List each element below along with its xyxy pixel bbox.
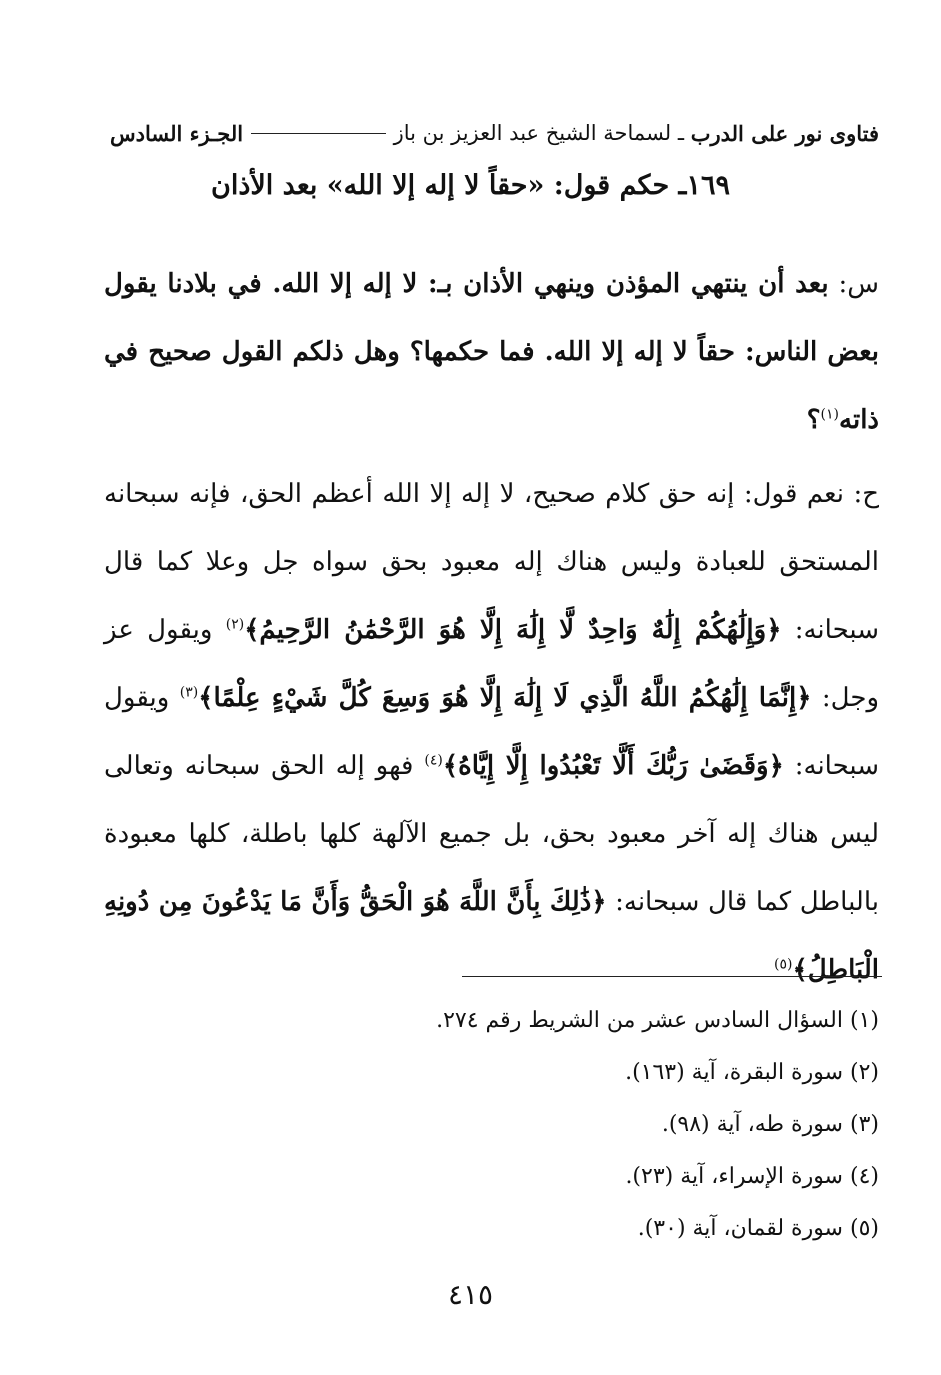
footnote-separator xyxy=(462,976,882,977)
book-title: فتاوى نور على الدرب xyxy=(690,120,879,146)
quran-verse-4: ﴿ذَٰلِكَ بِأَنَّ اللَّهَ هُوَ الْحَقُّ وَأَنَّ مَا يَدْعُونَ مِن دُونِهِ الْبَاطِلُ﴾ xyxy=(104,887,879,985)
page-number: ٤١٥ xyxy=(447,1278,494,1311)
author-name: ـ لسماحة الشيخ عبد العزيز بن باز xyxy=(393,121,685,145)
answer-text-4: فهو إله الحق سبحانه وتعالى ليس هناك إله آخر معبود بحق، بل جميع الآلهة كلها باطلة، كلها معبودة بالباطل كما قال سبحانه: xyxy=(104,751,880,917)
quran-verse-2: ﴿إِنَّمَا إِلَٰهُكُمُ اللَّهُ الَّذِي لَا إِلَٰهَ إِلَّا هُوَ وَسِعَ كُلَّ شَيْءٍ عِلْمًا﴾ xyxy=(198,683,812,713)
quran-verse-3: ﴿وَقَضَىٰ رَبُّكَ أَلَّا تَعْبُدُوا إِلَّا إِيَّاهُ﴾ xyxy=(442,751,784,781)
fatwa-title: ١٦٩ـ حكم قول: «حقاً لا إله إلا الله» بعد الأذان xyxy=(211,170,730,201)
question-end: ؟ xyxy=(806,405,821,435)
footnote-ref-5: (٥) xyxy=(774,956,793,973)
footnote-item: (٥) سورة لقمان، آية (٣٠). xyxy=(637,1216,879,1241)
answer-text-3: ويقول سبحانه: xyxy=(104,683,880,781)
quran-verse-1: ﴿وَإِلَٰهُكُمْ إِلَٰهٌ وَاحِدٌ لَّا إِلَٰهَ إِلَّا هُوَ الرَّحْمَٰنُ الرَّحِيمُ﴾ xyxy=(244,615,782,645)
footnote-ref-2: (٢) xyxy=(225,616,245,633)
answer-text-2: ويقول عز وجل: xyxy=(104,615,879,713)
footnote-ref-3: (٣) xyxy=(179,684,199,701)
footnote-item: (٣) سورة طه، آية (٩٨). xyxy=(661,1112,879,1137)
header-rule xyxy=(251,133,385,134)
footnote-ref-1: (١) xyxy=(820,406,840,423)
answer-paragraph xyxy=(104,460,879,1004)
answer-text-1: نعم قول: إنه حق كلام صحيح، لا إله إلا الله أعظم الحق، فإنه سبحانه المستحق للعبادة وليس هناك إله معبود بحق سواه جل وعلا كما قال سبحانه: xyxy=(104,479,880,645)
footnote-item: (١) السؤال السادس عشر من الشريط رقم ٢٧٤. xyxy=(436,1008,879,1033)
question-text: بعد أن ينتهي المؤذن وينهي الأذان بـ: لا إله إلا الله. في بلادنا يقول بعض الناس: حقاً لا إله إلا الله. فما حكمها؟ وهل ذلكم القول صحيح في ذاته xyxy=(104,269,879,435)
footnote-ref-4: (٤) xyxy=(424,752,443,769)
footnote-item: (٢) سورة البقرة، آية (١٦٣). xyxy=(625,1060,879,1085)
question-marker: س: xyxy=(838,269,880,299)
running-header xyxy=(110,116,879,150)
question-paragraph xyxy=(104,250,879,454)
answer-marker: ح: xyxy=(853,479,879,509)
footnote-item: (٤) سورة الإسراء، آية (٢٣). xyxy=(625,1164,879,1189)
footnotes xyxy=(100,995,879,1255)
part-label: الجـزء السادس xyxy=(110,120,244,146)
